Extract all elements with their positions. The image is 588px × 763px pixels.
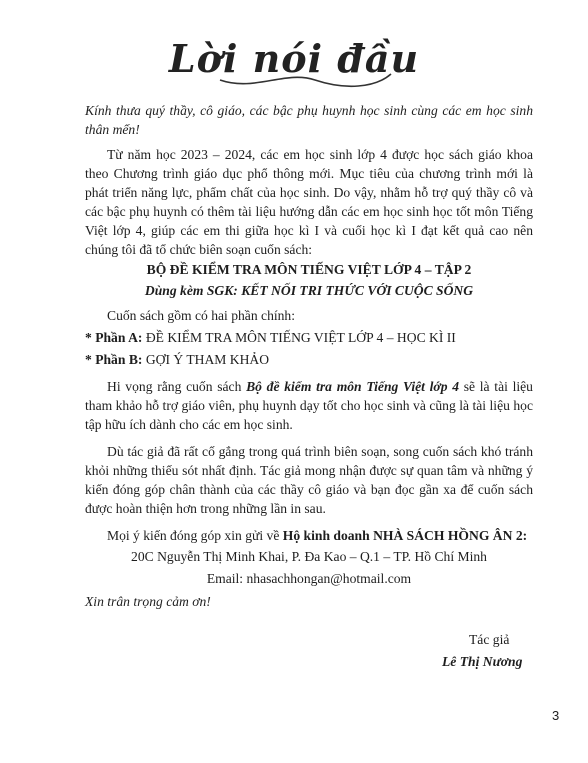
contact-address: 20C Nguyễn Thị Minh Khai, P. Đa Kao – Q.1 – TP. Hồ Chí Minh — [131, 549, 487, 564]
hope-book-title: Bộ đề kiểm tra môn Tiếng Việt lớp 4 — [246, 379, 460, 394]
parts-intro: Cuốn sách gồm có hai phần chính: — [107, 308, 296, 323]
contact-company: Hộ kinh doanh NHÀ SÁCH HỒNG ÂN 2: — [282, 528, 528, 543]
part-a-text: ĐỀ KIỂM TRA MÔN TIẾNG VIỆT LỚP 4 – HỌC KÌ II — [145, 330, 456, 345]
book-title: BỘ ĐỀ KIỂM TRA MÔN TIẾNG VIỆT LỚP 4 – TẬP 2 — [146, 262, 472, 277]
part-b-text: GỢI Ý THAM KHẢO — [145, 352, 270, 367]
book-subtitle: Dùng kèm SGK: KẾT NỐI TRI THỨC VỚI CUỘC SỐNG — [144, 283, 474, 298]
greeting-paragraph: Kính thưa quý thầy, cô giáo, các bậc phụ huynh học sinh cùng các em học sinh thân mến! — [85, 103, 533, 137]
thanks-line: Xin trân trọng cảm ơn! — [85, 594, 211, 609]
author-label: Tác giả — [469, 632, 510, 647]
title-flourish — [215, 62, 395, 92]
contact-email: Email: nhasachhongan@hotmail.com — [206, 571, 412, 586]
page-title: Lời nói đầu — [168, 36, 420, 81]
intro-paragraph: Từ năm học 2023 – 2024, các em học sinh lớp 4 được học sách giáo khoa theo Chương trình giáo dục phổ thông mới. Mục tiêu của chương trình mới là phát triển năng lực, phẩm chất của học sinh. Do vậy, nhằm hỗ trợ quý thầy cô và các bậc phụ huynh có thêm tài liệu hướng dẫn các em học sinh học tốt môn Tiếng Việt lớp 4, giúp các em thi giữa học kì I và cuối học kì I đạt kết quả cao nên chúng tôi đã tổ chức biên soạn cuốn sách: — [85, 147, 533, 257]
page-number: 3 — [552, 708, 560, 723]
apology-paragraph: Dù tác giả đã rất cố gắng trong quá trình biên soạn, song cuốn sách khó tránh khỏi những thiếu sót nhất định. Tác giả mong nhận được sự quan tâm và những ý kiến đóng góp chân thành của các thầy cô giáo và bạn đọc gần xa để cuốn sách được hoàn thiện hơn trong những lần in sau. — [85, 444, 533, 516]
part-a — [85, 328, 533, 347]
hope-paragraph — [85, 377, 533, 434]
part-b-label: * Phần B: — [85, 352, 143, 367]
hope-prefix: Hi vọng rằng cuốn sách — [107, 379, 247, 394]
part-a-label: * Phần A: — [85, 330, 143, 345]
part-b — [85, 350, 533, 369]
hope-suffix: sẽ là tài liệu tham khảo hỗ trợ giáo viên, phụ huynh dạy tốt cho học sinh và cũng là tài liệu học tập hữu ích dành cho các em học sinh. — [85, 379, 533, 432]
contact-line — [85, 526, 533, 545]
contact-prefix: Mọi ý kiến đóng góp xin gửi về — [107, 528, 283, 543]
author-name: Lê Thị Nương — [442, 654, 523, 669]
